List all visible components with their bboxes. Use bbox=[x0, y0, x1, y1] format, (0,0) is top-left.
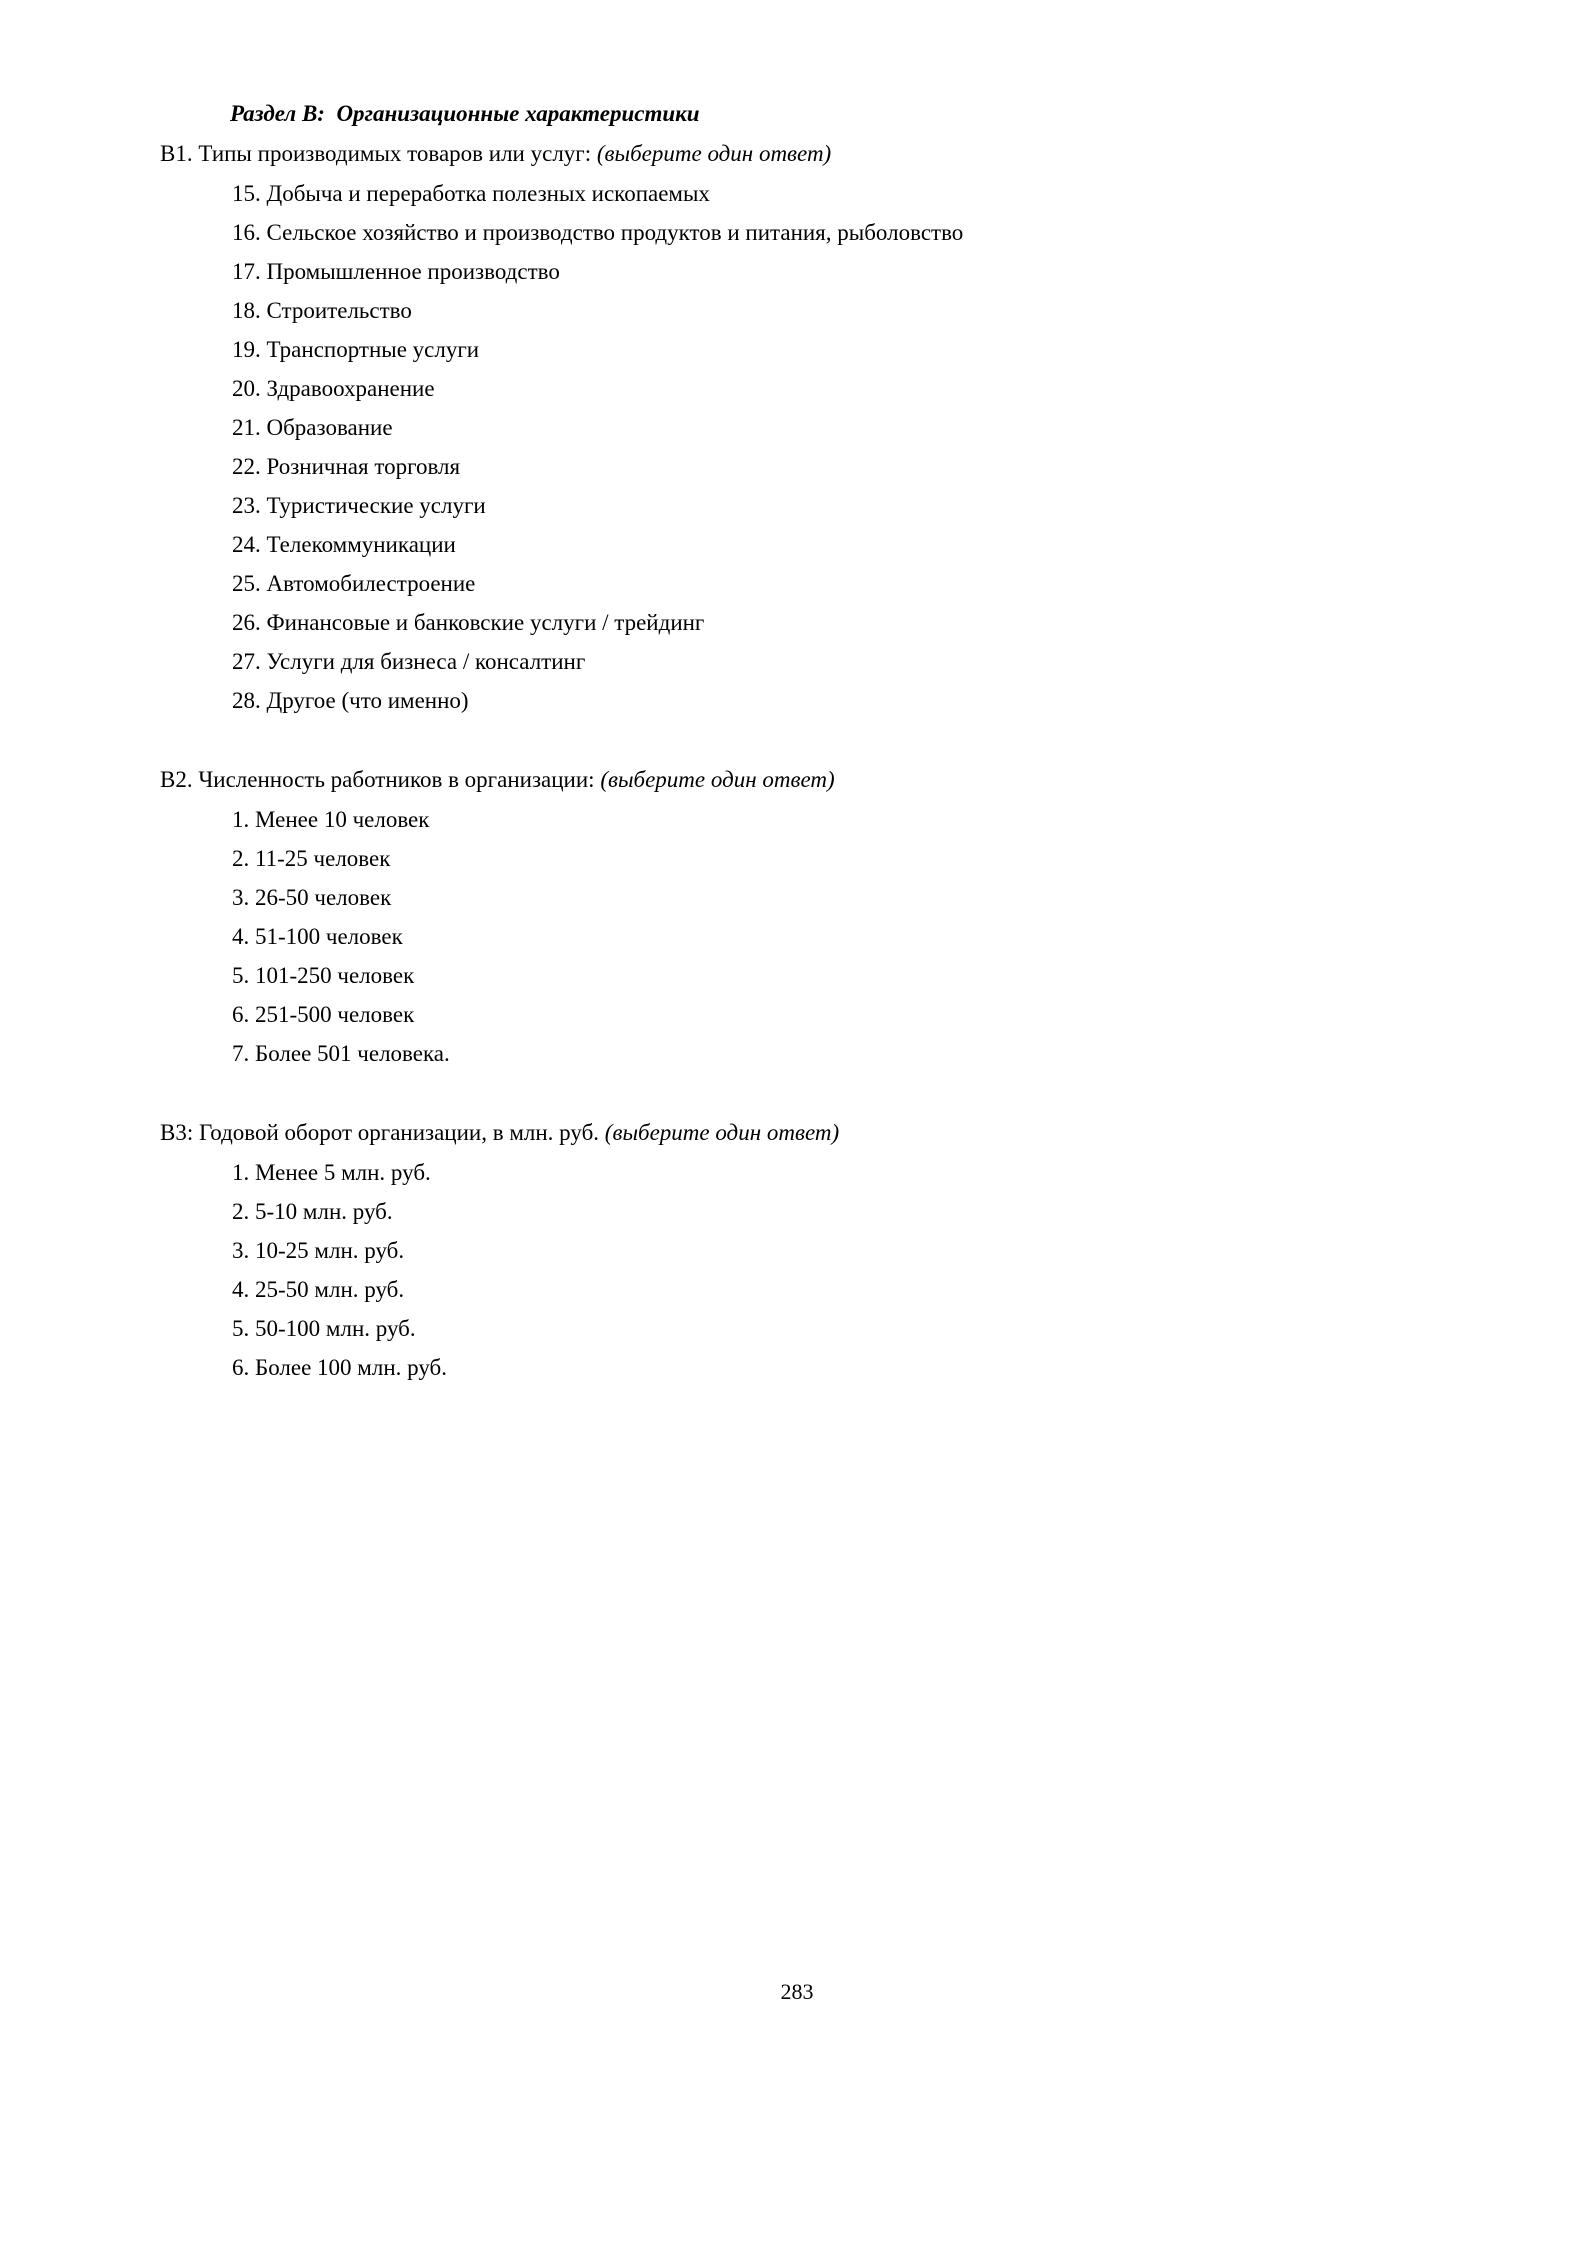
question-b3-hint: (выберите один ответ) bbox=[604, 1120, 840, 1145]
question-b1 bbox=[160, 134, 1434, 174]
option: 27. Услуги для бизнеса / консалтинг bbox=[232, 649, 586, 674]
option: 15. Добыча и переработка полезных ископаемых bbox=[232, 181, 710, 206]
option: 28. Другое (что именно) bbox=[232, 688, 469, 713]
option: 1. Менее 5 млн. руб. bbox=[232, 1160, 431, 1185]
option: 7. Более 501 человека. bbox=[232, 1041, 450, 1066]
option: 21. Образование bbox=[232, 415, 393, 440]
option: 5. 101-250 человек bbox=[232, 963, 415, 988]
option: 23. Туристические услуги bbox=[232, 493, 486, 518]
question-b2-hint: (выберите один ответ) bbox=[600, 767, 835, 792]
option: 4. 25-50 млн. руб. bbox=[232, 1277, 405, 1302]
option: 4. 51-100 человек bbox=[232, 924, 403, 949]
section-title: Раздел В: Организационные характеристики bbox=[230, 101, 700, 126]
question-b1-hint: (выберите один ответ) bbox=[596, 141, 832, 166]
option: 24. Телекоммуникации bbox=[232, 532, 456, 557]
option: 20. Здравоохранение bbox=[232, 376, 435, 401]
option: 16. Сельское хозяйство и производство продуктов и питания, рыболовство bbox=[232, 220, 964, 245]
question-b3 bbox=[160, 1113, 1434, 1153]
option: 17. Промышленное производство bbox=[232, 259, 560, 284]
question-block-b2 bbox=[160, 760, 1434, 1073]
option: 22. Розничная торговля bbox=[232, 454, 461, 479]
question-block-b3 bbox=[160, 1113, 1434, 1387]
question-b3-options bbox=[160, 1153, 1434, 1387]
question-block-b1 bbox=[160, 134, 1434, 720]
option: 18. Строительство bbox=[232, 298, 412, 323]
option: 6. Более 100 млн. руб. bbox=[232, 1355, 447, 1380]
question-b2-options bbox=[160, 800, 1434, 1073]
question-b1-text: В1. Типы производимых товаров или услуг: bbox=[160, 141, 597, 166]
option: 6. 251-500 человек bbox=[232, 1002, 415, 1027]
question-b3-text: В3: Годовой оборот организации, в млн. руб. bbox=[160, 1120, 605, 1145]
page-number: 283 bbox=[780, 1979, 814, 2004]
option: 1. Менее 10 человек bbox=[232, 807, 430, 832]
option: 3. 10-25 млн. руб. bbox=[232, 1238, 405, 1263]
option: 25. Автомобилестроение bbox=[232, 571, 476, 596]
option: 3. 26-50 человек bbox=[232, 885, 392, 910]
option: 5. 50-100 млн. руб. bbox=[232, 1316, 416, 1341]
option: 26. Финансовые и банковские услуги / трейдинг bbox=[232, 610, 705, 635]
option: 2. 11-25 человек bbox=[232, 846, 391, 871]
option: 19. Транспортные услуги bbox=[232, 337, 480, 362]
option: 2. 5-10 млн. руб. bbox=[232, 1199, 393, 1224]
question-b1-options bbox=[160, 174, 1434, 720]
question-b2-text: В2. Численность работников в организации: bbox=[160, 767, 601, 792]
question-b2 bbox=[160, 760, 1434, 800]
